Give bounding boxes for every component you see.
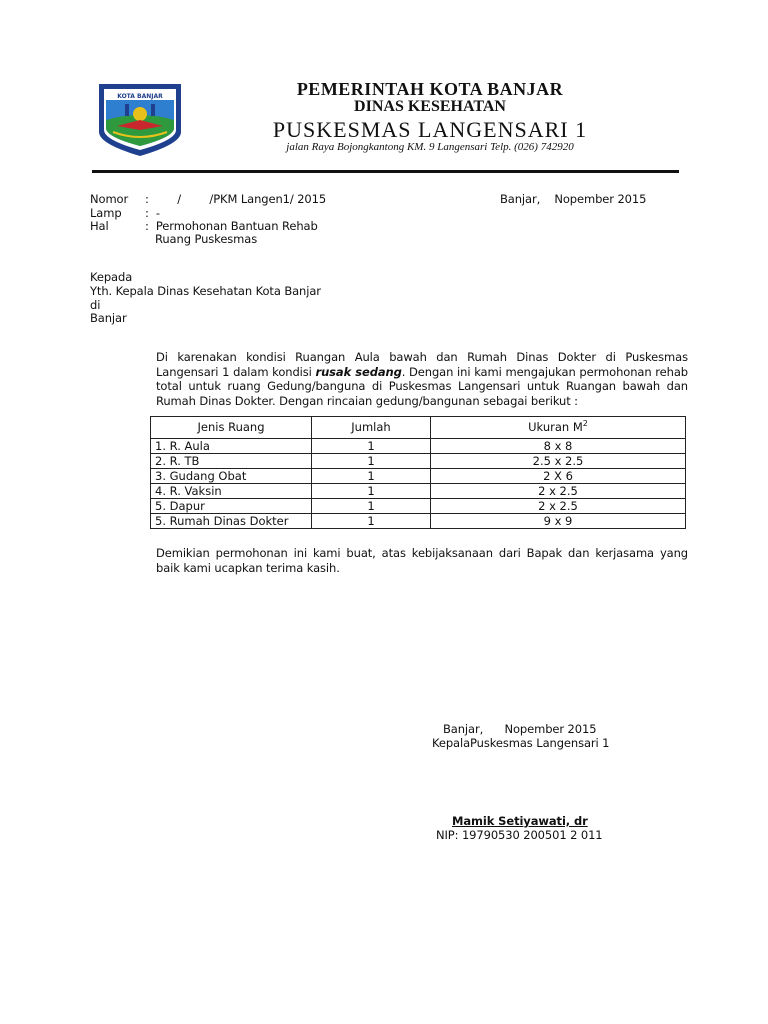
table-header-row: [151, 417, 686, 439]
cell-count: 1: [312, 454, 431, 469]
nomor-value: : / /PKM Langen1/ 2015: [145, 192, 327, 206]
body-paragraph-1: [156, 350, 688, 408]
nomor-label: Nomor: [90, 192, 129, 206]
cell-count: 1: [312, 514, 431, 529]
table-row: [151, 439, 686, 454]
recipient-line1: Kepada: [90, 270, 133, 284]
table-row: [151, 499, 686, 514]
signer-name: Mamik Setiyawati, dr: [452, 814, 588, 828]
address-line: jalan Raya Bojongkantong KM. 9 Langensari Telp. (026) 742920: [286, 141, 574, 153]
cell-size: 9 x 9: [431, 514, 686, 529]
table-row: [151, 469, 686, 484]
col-jenis-ruang: Jenis Ruang: [151, 417, 312, 439]
body-paragraph-2: Demikian permohonan ini kami buat, atas kebijaksanaan dari Bapak dan kerjasama yang baik kami ucapkan terima kasih.: [156, 546, 688, 575]
cell-size: 2 x 2.5: [431, 484, 686, 499]
body-p1-emphasis: rusak sedang: [315, 364, 402, 379]
cell-count: 1: [312, 484, 431, 499]
body-p1-end: . Dengan ini kami mengajukan permohonan rehab total untuk ruang Gedung/banguna di Puskesmas Langensari untuk Ruangan bawah dan Rumah Dinas Dokter. Dengan rincaian gedung/bangunan sebagai berikut :: [156, 364, 688, 408]
hal-value-line2: Ruang Puskesmas: [155, 232, 258, 246]
hal-value-line1: : Permohonan Bantuan Rehab: [145, 219, 318, 233]
cell-room: 4. R. Vaksin: [151, 484, 312, 499]
cell-size: 2 X 6: [431, 469, 686, 484]
room-table: [150, 416, 686, 529]
col-jumlah: Jumlah: [312, 417, 431, 439]
cell-size: 8 x 8: [431, 439, 686, 454]
letterhead-rule: [92, 170, 679, 173]
cell-room: 5. Rumah Dinas Dokter: [151, 514, 312, 529]
cell-room: 2. R. TB: [151, 454, 312, 469]
recipient-line4: Banjar: [90, 311, 127, 325]
cell-room: 3. Gudang Obat: [151, 469, 312, 484]
signer-nip: NIP: 19790530 200501 2 011: [436, 828, 603, 842]
cell-size: 2.5 x 2.5: [431, 454, 686, 469]
institution-heading: PUSKESMAS LANGENSARI 1: [272, 117, 588, 142]
logo-text: KOTA BANJAR: [117, 93, 163, 100]
department-heading: DINAS KESEHATAN: [354, 98, 506, 115]
table-row: [151, 514, 686, 529]
cell-count: 1: [312, 469, 431, 484]
cell-room: 1. R. Aula: [151, 439, 312, 454]
cell-count: 1: [312, 499, 431, 514]
table-row: [151, 454, 686, 469]
lamp-label: Lamp: [90, 206, 122, 220]
hal-label: Hal: [90, 219, 109, 233]
government-heading: PEMERINTAH KOTA BANJAR: [296, 79, 564, 99]
col-ukuran-superscript: 2: [582, 419, 588, 429]
cell-size: 2 x 2.5: [431, 499, 686, 514]
letter-date: Banjar, Nopember 2015: [500, 192, 647, 206]
table-row: [151, 484, 686, 499]
cell-count: 1: [312, 439, 431, 454]
lamp-value: : -: [145, 206, 160, 220]
cell-room: 5. Dapur: [151, 499, 312, 514]
recipient-line3: di: [90, 298, 101, 312]
col-ukuran-label: Ukuran M: [528, 420, 583, 434]
signature-date: Banjar, Nopember 2015: [443, 722, 597, 736]
signature-title: KepalaPuskesmas Langensari 1: [432, 736, 610, 750]
city-logo: [95, 80, 185, 158]
col-ukuran: [431, 417, 686, 439]
body-p1-start: Di karenakan kondisi Ruangan Aula bawah dan Rumah Dinas Dokter di Puskesmas Langensari 1 dalam kondisi: [156, 350, 688, 379]
recipient-line2: Yth. Kepala Dinas Kesehatan Kota Banjar: [90, 284, 321, 298]
